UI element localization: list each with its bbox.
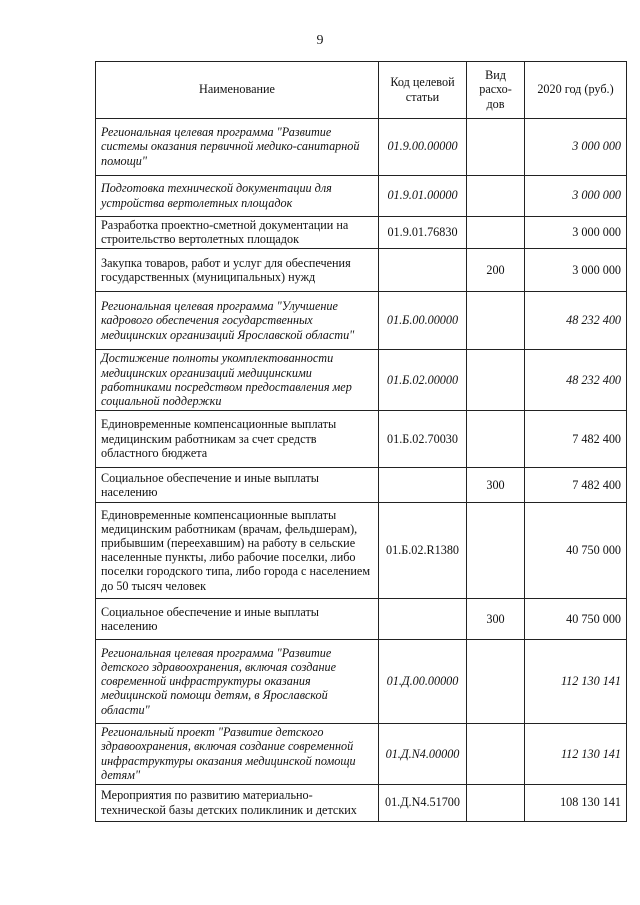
- row-expense-type-cell: [467, 176, 525, 217]
- row-name-cell: Региональный проект "Развитие детского здравоохранения, включая создание современной инфраструктуры оказания медицинской помощи детям": [96, 724, 379, 785]
- table-row: [96, 724, 627, 785]
- row-name-cell: Достижение полноты укомплектованности медицинских организаций медицинскими работниками посредством предоставления мер социальной поддержки: [96, 350, 379, 411]
- row-amount-cell: 3 000 000: [525, 119, 627, 176]
- header-code: Код целевой статьи: [379, 62, 467, 119]
- header-name: Наименование: [96, 62, 379, 119]
- row-code-cell: 01.9.01.00000: [379, 176, 467, 217]
- row-name-cell: Единовременные компенсационные выплаты медицинским работникам (врачам, фельдшерам), прибывшим (переехавшим) на работу в сельские населенные пункты, либо рабочие поселки, либо поселки городского типа, либо города с населением до 50 тысяч человек: [96, 503, 379, 599]
- row-expense-type-cell: [467, 119, 525, 176]
- row-amount-cell: 112 130 141: [525, 640, 627, 724]
- page-number: 9: [316, 33, 324, 48]
- row-amount-cell: 112 130 141: [525, 724, 627, 785]
- row-name-cell: Региональная целевая программа "Улучшение кадрового обеспечения государственных медицинских организаций Ярославской области": [96, 292, 379, 350]
- table-header-row: [96, 62, 627, 119]
- table-row: [96, 503, 627, 599]
- row-expense-type-cell: 200: [467, 249, 525, 292]
- table-row: [96, 119, 627, 176]
- row-expense-type-cell: [467, 217, 525, 249]
- table-row: [96, 350, 627, 411]
- row-name-cell: Мероприятия по развитию материально-технической базы детских поликлиник и детских: [96, 785, 379, 822]
- row-expense-type-cell: [467, 350, 525, 411]
- row-name-cell: Разработка проектно-сметной документации на строительство вертолетных площадок: [96, 217, 379, 249]
- row-amount-cell: 7 482 400: [525, 468, 627, 503]
- row-amount-cell: 3 000 000: [525, 249, 627, 292]
- row-amount-cell: 40 750 000: [525, 599, 627, 640]
- row-amount-cell: 48 232 400: [525, 350, 627, 411]
- row-amount-cell: 7 482 400: [525, 411, 627, 468]
- row-code-cell: 01.Д.00.00000: [379, 640, 467, 724]
- table-row: [96, 217, 627, 249]
- row-name-cell: Закупка товаров, работ и услуг для обеспечения государственных (муниципальных) нужд: [96, 249, 379, 292]
- row-amount-cell: 3 000 000: [525, 176, 627, 217]
- table-row: [96, 599, 627, 640]
- table-row: [96, 176, 627, 217]
- table-row: [96, 292, 627, 350]
- row-code-cell: 01.Б.02.00000: [379, 350, 467, 411]
- row-code-cell: 01.9.01.76830: [379, 217, 467, 249]
- row-code-cell: [379, 599, 467, 640]
- row-amount-cell: 40 750 000: [525, 503, 627, 599]
- row-amount-cell: 108 130 141: [525, 785, 627, 822]
- table-row: [96, 640, 627, 724]
- row-name-cell: Подготовка технической документации для устройства вертолетных площадок: [96, 176, 379, 217]
- row-expense-type-cell: [467, 724, 525, 785]
- row-name-cell: Единовременные компенсационные выплаты медицинским работникам за счет средств областного бюджета: [96, 411, 379, 468]
- table-row: [96, 785, 627, 822]
- row-name-cell: Региональная целевая программа "Развитие системы оказания первичной медико-санитарной помощи": [96, 119, 379, 176]
- row-amount-cell: 48 232 400: [525, 292, 627, 350]
- row-expense-type-cell: [467, 411, 525, 468]
- row-expense-type-cell: [467, 292, 525, 350]
- row-expense-type-cell: [467, 785, 525, 822]
- row-code-cell: [379, 468, 467, 503]
- budget-table: [95, 61, 627, 822]
- row-code-cell: 01.Б.02.70030: [379, 411, 467, 468]
- row-expense-type-cell: [467, 640, 525, 724]
- row-code-cell: 01.Д.N4.00000: [379, 724, 467, 785]
- row-code-cell: 01.Б.00.00000: [379, 292, 467, 350]
- row-name-cell: Региональная целевая программа "Развитие детского здравоохранения, включая создание современной инфраструктуры оказания медицинской помощи детям, в Ярославской области": [96, 640, 379, 724]
- row-name-cell: Социальное обеспечение и иные выплаты населению: [96, 599, 379, 640]
- row-name-cell: Социальное обеспечение и иные выплаты населению: [96, 468, 379, 503]
- header-expense-type: Вид расхо-дов: [467, 62, 525, 119]
- row-expense-type-cell: 300: [467, 599, 525, 640]
- row-expense-type-cell: 300: [467, 468, 525, 503]
- row-code-cell: 01.9.00.00000: [379, 119, 467, 176]
- table-row: [96, 249, 627, 292]
- row-code-cell: 01.Д.N4.51700: [379, 785, 467, 822]
- row-amount-cell: 3 000 000: [525, 217, 627, 249]
- row-code-cell: 01.Б.02.R1380: [379, 503, 467, 599]
- table-row: [96, 411, 627, 468]
- row-expense-type-cell: [467, 503, 525, 599]
- row-code-cell: [379, 249, 467, 292]
- table-row: [96, 468, 627, 503]
- header-amount-2020: 2020 год (руб.): [525, 62, 627, 119]
